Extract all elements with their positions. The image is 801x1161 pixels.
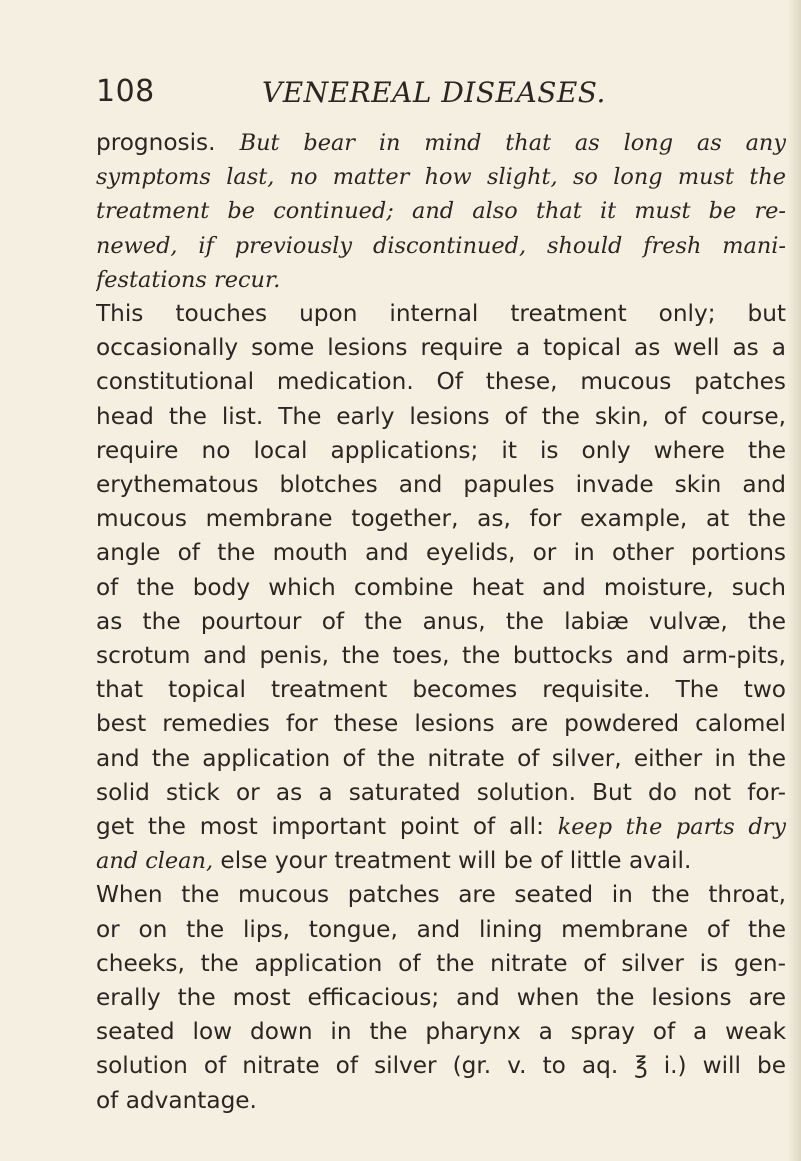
text-line <box>96 536 786 570</box>
italic-text: and clean, <box>96 848 214 875</box>
text-segment: solid stick or as a saturated solution. But do not for- <box>96 778 786 806</box>
text-line <box>96 194 786 228</box>
italic-text: keep the parts dry <box>557 814 786 841</box>
text-segment: require no local applications; it is only where the <box>96 436 786 464</box>
text-segment: prognosis. <box>96 129 240 156</box>
text-line <box>96 263 786 297</box>
text-segment: best remedies for these lesions are powdered calomel <box>96 710 786 738</box>
text-line <box>96 297 786 331</box>
text-line <box>96 844 786 878</box>
text-segment: erythematous blotches and papules invade skin and <box>96 471 786 499</box>
text-line <box>96 331 786 365</box>
text-segment: of the body which combine heat and moisture, such <box>96 573 786 601</box>
text-segment: of advantage. <box>96 1086 257 1114</box>
text-segment: angle of the mouth and eyelids, or in other portions <box>96 539 786 567</box>
text-line <box>96 605 786 639</box>
italic-text: treatment be continued; and also that it must be re- <box>96 198 786 225</box>
text-segment: occasionally some lesions require a topical as well as a <box>96 334 786 362</box>
text-segment: When the mucous patches are seated in the throat, <box>96 881 786 909</box>
text-line <box>96 502 786 536</box>
text-line <box>96 400 786 434</box>
text-line <box>96 639 786 673</box>
text-segment: mucous membrane together, as, for example, at the <box>96 505 786 533</box>
italic-text: festations recur. <box>96 266 281 293</box>
text-segment: erally the most efficacious; and when the lesions are <box>96 984 786 1012</box>
text-line <box>96 947 786 981</box>
text-line <box>96 1015 786 1049</box>
text-segment: get the most important point of all: <box>96 813 558 841</box>
text-line <box>96 673 786 707</box>
text-segment: seated low down in the pharynx a spray of a weak <box>96 1018 786 1046</box>
text-line <box>96 434 786 468</box>
text-segment: or on the lips, tongue, and lining membrane of the <box>96 915 786 943</box>
text-line <box>96 810 786 844</box>
text-line <box>96 365 786 399</box>
text-line <box>96 776 786 810</box>
text-line <box>96 160 786 194</box>
text-segment: cheeks, the application of the nitrate of silver is gen- <box>96 949 786 977</box>
text-segment: else your treatment will be of little avail. <box>213 847 692 875</box>
text-line <box>96 1084 786 1118</box>
text-line <box>96 126 786 160</box>
text-line <box>96 571 786 605</box>
text-segment: that topical treatment becomes requisite. The two <box>96 676 786 704</box>
italic-text: symptoms last, no matter how slight, so long must the <box>96 164 786 191</box>
text-segment: This touches upon internal treatment only; but <box>96 300 786 328</box>
italic-text: But bear in mind that as long as any <box>239 130 786 156</box>
italic-text: newed, if previously discontinued, should fresh mani- <box>96 232 786 259</box>
body-text <box>96 126 786 1118</box>
text-line <box>96 468 786 502</box>
text-segment: as the pourtour of the anus, the labiæ vulvæ, the <box>96 607 786 635</box>
text-line <box>96 878 786 912</box>
page-header <box>96 74 696 114</box>
page-number: 108 <box>96 74 155 109</box>
text-segment: and the application of the nitrate of silver, either in the <box>96 744 786 772</box>
text-line <box>96 1049 786 1083</box>
text-line <box>96 229 786 263</box>
text-line <box>96 913 786 947</box>
text-line <box>96 742 786 776</box>
running-title: VENEREAL DISEASES. <box>262 76 606 109</box>
text-line <box>96 707 786 741</box>
text-segment: solution of nitrate of silver (gr. v. to aq. ℥ i.) will be <box>96 1052 786 1080</box>
text-line <box>96 981 786 1015</box>
text-segment: head the list. The early lesions of the skin, of course, <box>96 402 786 430</box>
text-segment: constitutional medication. Of these, mucous patches <box>96 368 786 396</box>
page-edge-shadow <box>787 0 801 1161</box>
text-segment: scrotum and penis, the toes, the buttocks and arm-pits, <box>96 642 786 670</box>
